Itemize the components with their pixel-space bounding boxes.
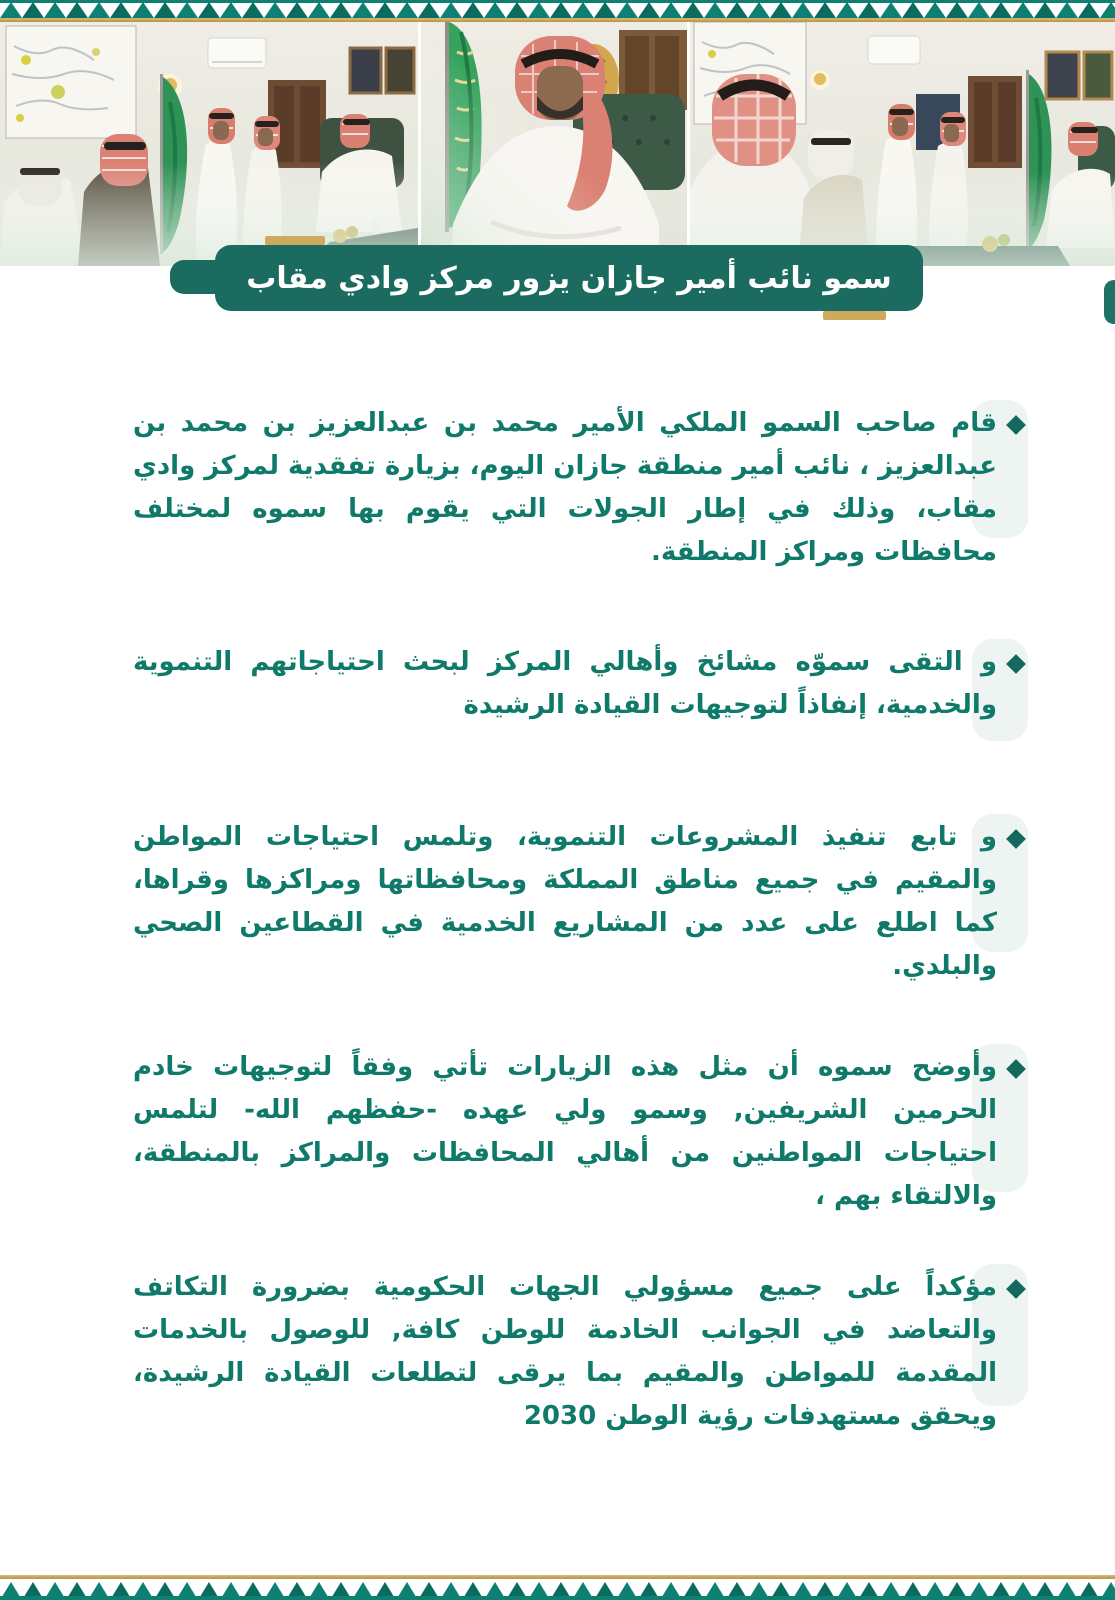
bottom-triangle-border	[0, 1581, 1115, 1600]
paragraph-text: وأوضح سموه أن مثل هذه الزيارات تأتي وفقاً لتوجيهات خادم الحرمين الشريفين, وسمو ولي عهده -حفظهم الله- لتلمس احتياجات المواطنين من أهالي المحافظات والمراكز بالمنطقة، والالتقاء بهم ،	[133, 1052, 997, 1211]
paragraph-5	[133, 1266, 997, 1438]
photo-majlis-greeting	[690, 22, 1115, 266]
gold-accent-bar-bottom	[823, 311, 886, 320]
banner-edge-tab-right	[1104, 280, 1115, 324]
photo-deputy-emir-closeup	[421, 22, 687, 266]
paragraph-1	[133, 402, 997, 574]
paragraph-2	[133, 641, 997, 727]
paragraph-text: قام صاحب السمو الملكي الأمير محمد بن عبدالعزيز بن محمد بن عبدالعزيز ، نائب أمير منطقة جازان اليوم، بزيارة تفقدية لمركز وادي مقاب، وذلك في إطار الجولات التي يقوم بها سموه لمختلف محافظات ومراكز المنطقة.	[133, 408, 997, 567]
top-triangle-border	[0, 0, 1115, 18]
paragraph-text: مؤكداً على جميع مسؤولي الجهات الحكومية بضرورة التكاتف والتعاضد في الجوانب الخادمة للوطن كافة, للوصول بالخدمات المقدمة للمواطن والمقيم بما يرقى لتطلعات القيادة الرشيدة، ويحقق مستهدفات رؤية الوطن 2030	[133, 1272, 997, 1431]
paragraph-text: و تابع تنفيذ المشروعات التنموية، وتلمس احتياجات المواطن والمقيم في جميع مناطق المملكة ومحافظاتها ومراكزها وقراها، كما اطلع على عدد من المشاريع الخدمية في القطاعين الصحي والبلدي.	[133, 822, 997, 981]
paragraph-text: و التقى سموّه مشائخ وأهالي المركز لبحث احتياجاتهم التنموية والخدمية، إنفاذاً لتوجيهات القيادة الرشيدة	[133, 647, 997, 720]
paragraph-4	[133, 1046, 997, 1218]
photo-strip	[0, 22, 1115, 266]
paragraph-3	[133, 816, 997, 988]
photo-majlis-wide	[0, 22, 418, 266]
gold-divider-bottom	[0, 1575, 1115, 1579]
title-banner	[215, 245, 923, 311]
gold-accent-bar-top	[265, 236, 325, 245]
page-title: سمو نائب أمير جازان يزور مركز وادي مقاب	[246, 260, 892, 296]
